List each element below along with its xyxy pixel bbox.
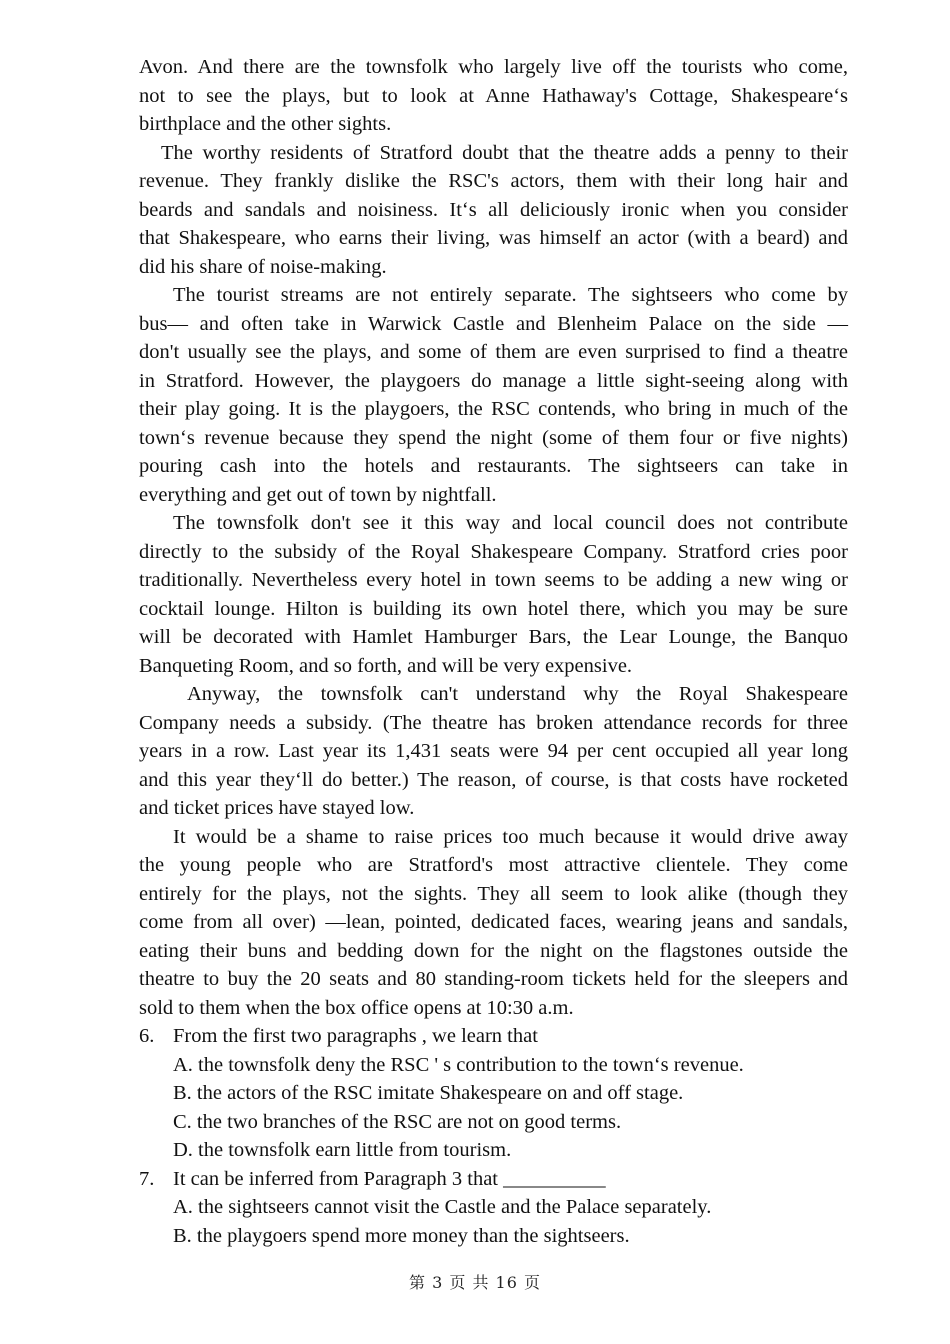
passage-line: bus— and often take in Warwick Castle and Blenheim Palace on the side — <box>139 312 848 335</box>
question-6-option-b: B. the actors of the RSC imitate Shakespeare on and off stage. <box>173 1082 684 1104</box>
passage-line: did his share of noise-making. <box>139 255 387 278</box>
passage-line: pouring cash into the hotels and restaurants. The sightseers can take in <box>139 455 848 477</box>
question-number: 7. <box>139 1167 155 1190</box>
passage-line: The townsfolk don't see it this way and local council does not contribute <box>173 512 848 534</box>
passage-line: revenue. They frankly dislike the RSC's actors, them with their long hair and <box>139 170 848 192</box>
passage-line: Anyway, the townsfolk can't understand why the Royal Shakespeare <box>187 683 848 705</box>
passage-line: their play going. It is the playgoers, the RSC contends, who bring in much of the <box>139 398 848 420</box>
passage-line: years in a row. Last year its 1,431 seats were 94 per cent occupied all year long <box>139 740 848 762</box>
passage-line: Avon. And there are the townsfolk who largely live off the tourists who come, <box>139 56 848 78</box>
passage-line: sold to them when the box office opens at 10:30 a.m. <box>139 996 574 1019</box>
passage-line: and ticket prices have stayed low. <box>139 797 415 819</box>
question-text: From the first two paragraphs , we learn that <box>173 1025 538 1047</box>
passage-line: not to see the plays, but to look at Anne Hathaway's Cottage, Shakespeare‘s <box>139 84 848 107</box>
passage-line: eating their buns and bedding down for the night on the flagstones outside the <box>139 939 848 962</box>
passage-line: Company needs a subsidy. (The theatre has broken attendance records for three <box>139 711 848 734</box>
question-7-option-b: B. the playgoers spend more money than the sightseers. <box>173 1224 630 1247</box>
passage-line: town‘s revenue because they spend the night (some of them four or five nights) <box>139 426 848 449</box>
passage-line: It would be a shame to raise prices too much because it would drive away <box>173 825 848 848</box>
passage-line: don't usually see the plays, and some of them are even surprised to find a theatre <box>139 341 848 363</box>
passage-line: the young people who are Stratford's most attractive clientele. They come <box>139 854 848 876</box>
passage-line: The tourist streams are not entirely separate. The sightseers who come by <box>173 284 848 306</box>
passage-line: come from all over) —lean, pointed, dedicated faces, wearing jeans and sandals, <box>139 911 848 933</box>
passage-line: everything and get out of town by nightfall. <box>139 483 497 506</box>
passage-line: traditionally. Nevertheless every hotel in town seems to be adding a new wing or <box>139 569 848 591</box>
question-7-stem <box>139 1165 848 1194</box>
passage-line: theatre to buy the 20 seats and 80 standing-room tickets held for the sleepers and <box>139 968 848 990</box>
passage-line: and this year they‘ll do better.) The reason, of course, is that costs have rocketed <box>139 768 848 791</box>
passage-line: that Shakespeare, who earns their living, was himself an actor (with a beard) and <box>139 227 848 249</box>
document-page <box>139 53 848 1250</box>
page-number-footer: 第 3 页 共 16 页 <box>409 1273 541 1292</box>
passage-line: Banqueting Room, and so forth, and will be very expensive. <box>139 654 633 677</box>
passage-line: entirely for the plays, not the sights. They all seem to look alike (though they <box>139 882 848 905</box>
question-6-option-c: C. the two branches of the RSC are not on good terms. <box>173 1110 622 1133</box>
passage-line: birthplace and the other sights. <box>139 113 392 135</box>
question-6-option-d: D. the townsfolk earn little from tourism. <box>173 1139 512 1161</box>
question-6-stem <box>139 1022 848 1051</box>
question-number: 6. <box>139 1025 155 1047</box>
passage-line: beards and sandals and noisiness. It‘s all deliciously ironic when you consider <box>139 198 848 221</box>
passage-line: in Stratford. However, the playgoers do manage a little sight-seeing along with <box>139 369 848 392</box>
passage-line: The worthy residents of Stratford doubt that the theatre adds a penny to their <box>161 141 848 164</box>
question-text: It can be inferred from Paragraph 3 that __________ <box>173 1167 606 1190</box>
question-7-option-a: A. the sightseers cannot visit the Castle and the Palace separately. <box>173 1196 712 1218</box>
passage-line: will be decorated with Hamlet Hamburger Bars, the Lear Lounge, the Banquo <box>139 626 848 648</box>
passage-line: cocktail lounge. Hilton is building its own hotel there, which you may be sure <box>139 597 848 620</box>
passage-line: directly to the subsidy of the Royal Shakespeare Company. Stratford cries poor <box>139 540 848 563</box>
question-6-option-a: A. the townsfolk deny the RSC ' s contribution to the town‘s revenue. <box>173 1053 744 1076</box>
